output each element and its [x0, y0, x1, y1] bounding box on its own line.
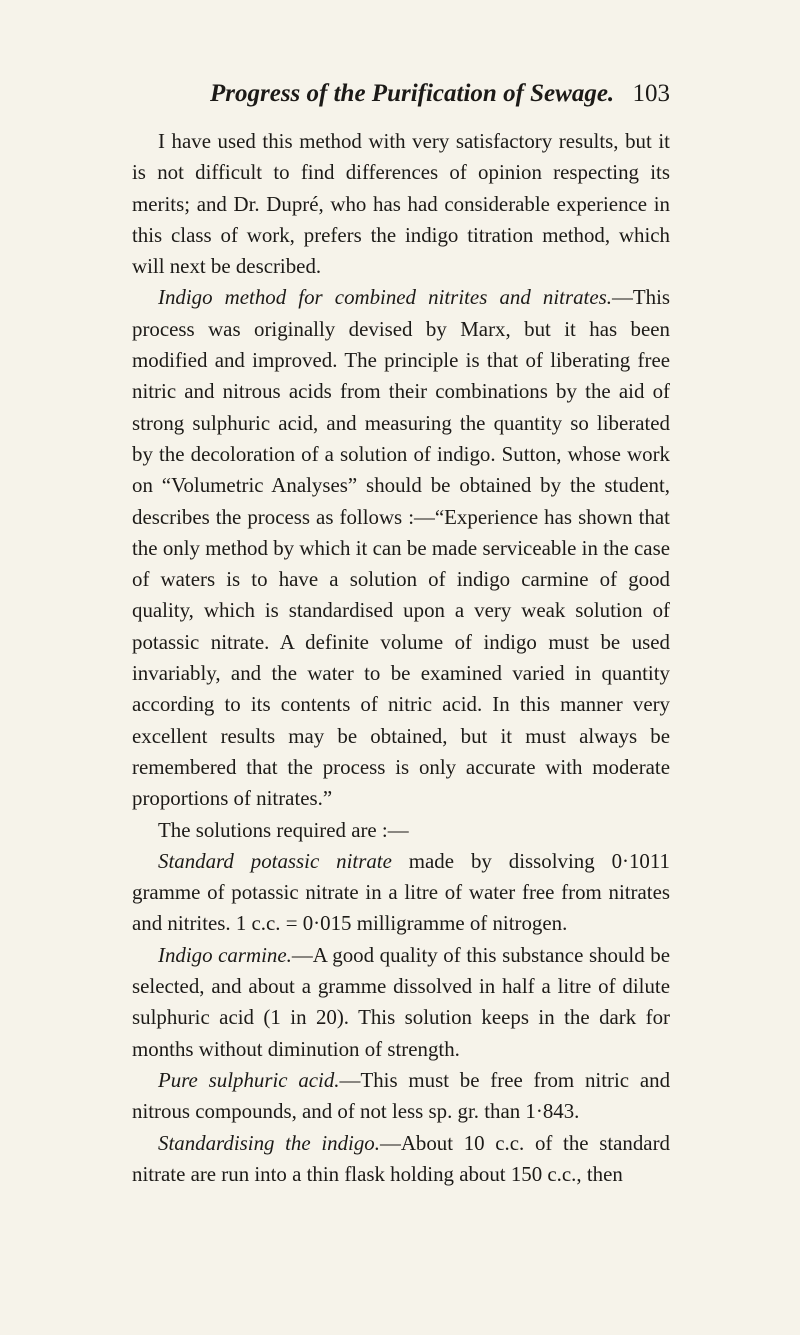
paragraph-text: —This process was originally devised by Marx, but it has been modified and improved. The principle is that of liberating free nitric and nitrous acids from their combinations by the aid of strong sulphuric acid, and measuring the quantity so liberated by the decoloration of a solution of indigo. Sutton, whose work on “Volumetric Analyses” should be obtained by the student, describes the process as follows :—“Experience has shown that the only method by which it can be made serviceable in the case of waters is to have a solution of indigo carmine of good quality, which is standardised upon a very weak solution of potassic nitrate. A definite volume of indigo must be used invariably, and the water to be examined varied in quantity according to its contents of nitric acid. In this manner very excellent results may be obtained, but it must always be remembered that the process is only accurate with moderate proportions of nitrates.”: [132, 285, 670, 811]
paragraph-text: —This must be free from nitric and nitrous compounds, and of not less sp. gr. than 1·843.: [132, 1067, 671, 1124]
paragraph-text: —A good quality of this substance should be selected, and about a gramme dissolved in half a litre of dilute sulphuric acid (1 in 20). This solution keeps in the dark for months without diminution of strength.: [132, 942, 670, 1061]
paragraph-lead: Indigo carmine.: [158, 942, 292, 967]
paragraph-text: —About 10 c.c. of the standard nitrate are run into a thin flask holding about 150 c.c., then: [132, 1130, 670, 1186]
paragraph-3: [132, 815, 670, 846]
paragraph-6: [132, 1065, 670, 1128]
paragraph-lead: Standard potassic nitrate: [158, 848, 392, 873]
paragraph-lead: Pure sulphuric acid.: [158, 1067, 340, 1092]
paragraph-5: [132, 940, 670, 1065]
paragraph-1: [132, 126, 670, 282]
running-header: [210, 78, 670, 110]
paragraph-lead: Indigo method for combined nitrites and nitrates.: [158, 285, 612, 310]
paragraph-4: [132, 846, 670, 940]
paragraph-text: The solutions required are :—: [158, 817, 409, 842]
paragraph-text: I have used this method with very satisfactory results, but it is not difficult to find differences of opinion respecting its merits; and Dr. Dupré, who has had considerable experience in this class of work, prefers the indigo titration method, which will next be described.: [132, 129, 670, 279]
page-number: 103: [632, 80, 670, 107]
body-text: [132, 126, 670, 1190]
paragraph-text: made by dissolving 0·1011 gramme of potassic nitrate in a litre of water free from nitrates and nitrites. 1 c.c. = 0·015 milligramme of nitrogen.: [132, 848, 670, 936]
paragraph-2: [132, 282, 670, 814]
paragraph-7: [132, 1128, 670, 1191]
paragraph-lead: Standardising the indigo.: [158, 1130, 380, 1155]
running-title: Progress of the Purification of Sewage.: [210, 80, 615, 107]
